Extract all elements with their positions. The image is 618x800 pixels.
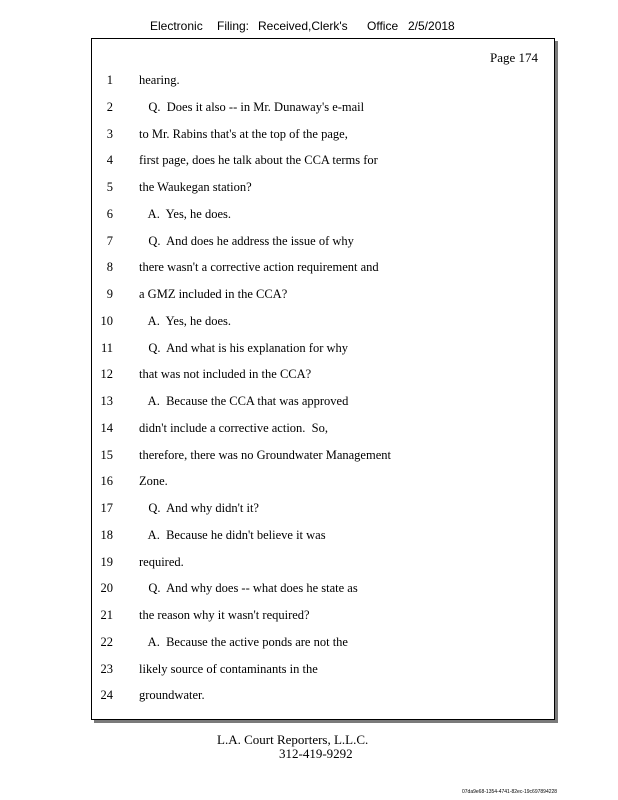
transcript-line <box>92 259 554 286</box>
page-number: Page 174 <box>489 50 538 65</box>
transcript-line <box>92 152 554 179</box>
line-number: 16 <box>100 474 113 489</box>
transcript-line <box>92 447 554 474</box>
transcript-line <box>92 554 554 581</box>
footer-company: L.A. Court Reporters, L.L.C. <box>217 732 369 747</box>
line-text: didn't include a corrective action. So, <box>139 420 328 435</box>
transcript-line <box>92 580 554 607</box>
line-number: 17 <box>100 501 113 515</box>
line-text: A. Because the CCA that was approved <box>139 394 349 408</box>
line-text: A. Because he didn't believe it was <box>139 527 326 542</box>
line-text: likely source of contaminants in the <box>139 661 318 676</box>
transcript-line <box>92 687 554 714</box>
line-number: 9 <box>106 287 113 301</box>
transcript-line <box>92 72 554 99</box>
line-number: 4 <box>106 153 113 168</box>
transcript-line <box>92 179 554 206</box>
line-text: that was not included in the CCA? <box>139 367 312 382</box>
line-number: 5 <box>106 180 113 194</box>
line-text: there wasn't a corrective action requirement and <box>139 260 379 275</box>
line-number: 13 <box>100 394 113 408</box>
transcript-line <box>92 473 554 500</box>
line-text: A. Yes, he does. <box>139 313 232 328</box>
line-number: 6 <box>106 206 113 221</box>
line-number: 2 <box>106 99 113 114</box>
line-number: 3 <box>106 126 113 141</box>
line-text: Zone. <box>139 474 168 489</box>
line-text: Q. And what is his explanation for why <box>139 340 349 355</box>
transcript-line <box>92 661 554 688</box>
line-text: the Waukegan station? <box>139 180 252 194</box>
line-text: Q. And why didn't it? <box>139 501 259 515</box>
transcript-line <box>92 500 554 527</box>
line-text: to Mr. Rabins that's at the top of the page, <box>139 126 348 141</box>
transcript-line <box>92 366 554 393</box>
line-text: hearing. <box>139 73 180 87</box>
header-electronic: Electronic <box>150 19 203 33</box>
header-received: Received,Clerk's <box>258 19 348 33</box>
transcript-line <box>92 634 554 661</box>
transcript-line <box>92 420 554 447</box>
line-number: 23 <box>100 661 113 676</box>
transcript-line <box>92 340 554 367</box>
line-text: A. Yes, he does. <box>139 206 232 221</box>
transcript-line <box>92 99 554 126</box>
line-text: Q. And does he address the issue of why <box>139 233 354 248</box>
line-number: 15 <box>100 447 113 462</box>
transcript-line <box>92 126 554 153</box>
line-text: the reason why it wasn't required? <box>139 608 310 622</box>
header-office: Office <box>367 19 399 33</box>
line-number: 24 <box>100 688 113 703</box>
line-text: therefore, there was no Groundwater Management <box>139 447 391 462</box>
line-text: a GMZ included in the CCA? <box>139 287 288 301</box>
line-text: required. <box>139 554 184 569</box>
transcript-line <box>92 607 554 634</box>
line-number: 14 <box>100 420 113 435</box>
line-number: 12 <box>100 367 113 382</box>
line-number: 20 <box>100 581 113 596</box>
line-number: 7 <box>106 233 113 248</box>
document-id: 07da9e68-1354-4741-82ec-19c697894228 <box>462 789 558 795</box>
line-text: first page, does he talk about the CCA terms for <box>139 153 378 168</box>
line-text: groundwater. <box>139 688 205 703</box>
transcript-line <box>92 233 554 260</box>
line-number: 11 <box>100 340 113 355</box>
header-date: 2/5/2018 <box>408 19 455 33</box>
transcript-line <box>92 527 554 554</box>
transcript-line <box>92 206 554 233</box>
line-number: 22 <box>100 634 113 649</box>
line-text: A. Because the active ponds are not the <box>139 634 348 649</box>
line-number: 21 <box>100 608 113 622</box>
transcript-page <box>91 38 555 720</box>
line-number: 18 <box>100 527 113 542</box>
line-text: Q. Does it also -- in Mr. Dunaway's e-mail <box>139 99 365 114</box>
line-number: 1 <box>106 73 113 87</box>
transcript-line <box>92 313 554 340</box>
transcript-line <box>92 393 554 420</box>
header-filing: Filing: <box>217 19 250 33</box>
transcript-lines <box>92 72 554 714</box>
footer-phone: 312-419-9292 <box>279 746 353 761</box>
transcript-line <box>92 286 554 313</box>
line-number: 8 <box>106 260 113 275</box>
line-number: 10 <box>100 313 113 328</box>
line-number: 19 <box>100 554 113 569</box>
line-text: Q. And why does -- what does he state as <box>139 581 358 596</box>
